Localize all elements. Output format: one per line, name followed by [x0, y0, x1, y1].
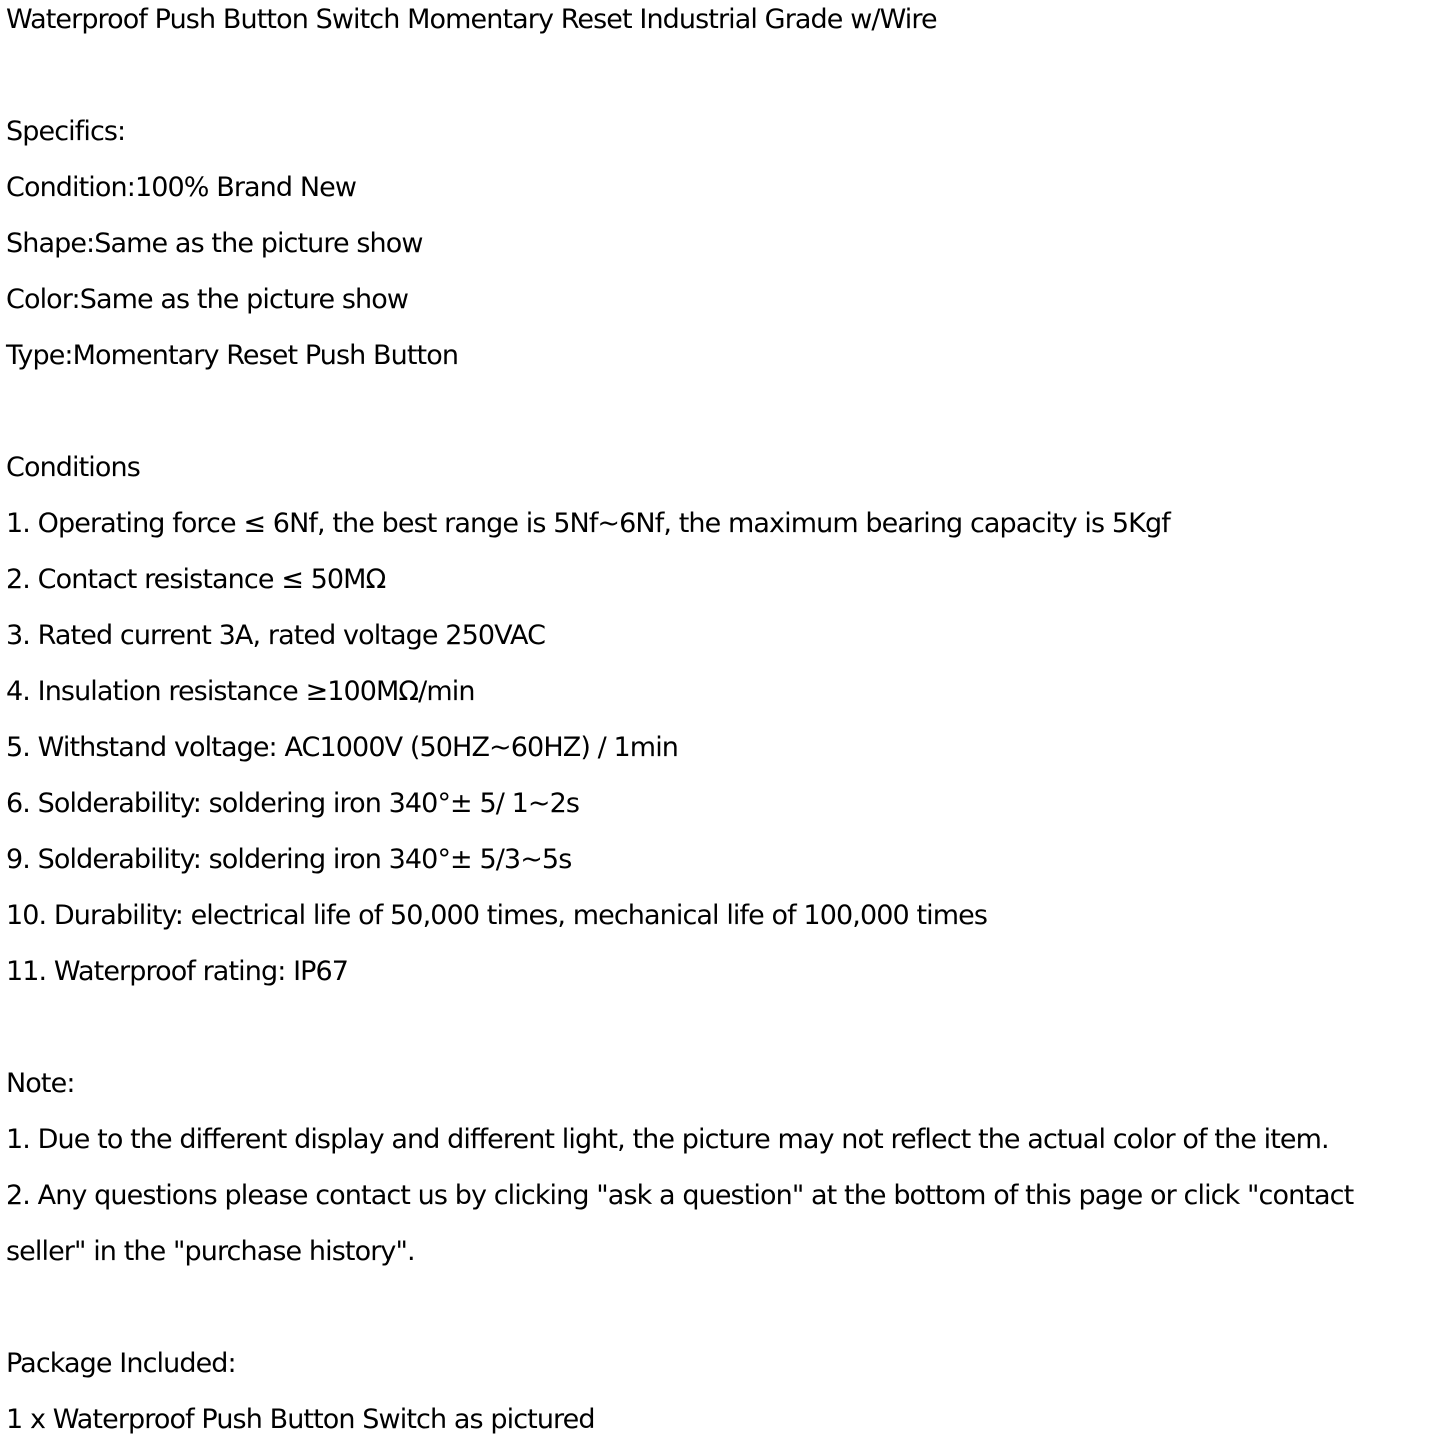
condition-item: 6. Solderability: soldering iron 340°± 5/ 1~2s — [6, 788, 580, 819]
condition-item: 4. Insulation resistance ≥100MΩ/min — [6, 676, 475, 707]
condition-item: 11. Waterproof rating: IP67 — [6, 956, 349, 987]
spacer — [6, 1280, 1436, 1336]
note-heading: Note: — [6, 1068, 75, 1099]
specifics-heading: Specifics: — [6, 116, 126, 147]
condition-item: 3. Rated current 3A, rated voltage 250VAC — [6, 620, 546, 651]
condition-item: 1. Operating force ≤ 6Nf, the best range is 5Nf~6Nf, the maximum bearing capacity is 5Kgf — [6, 508, 1170, 539]
conditions-heading: Conditions — [6, 452, 140, 483]
spec-condition: Condition:100% Brand New — [6, 172, 357, 203]
note-item: 2. Any questions please contact us by clicking "ask a question" at the bottom of this page or click "contact seller" in the "purchase history". — [6, 1180, 1354, 1267]
spec-type: Type:Momentary Reset Push Button — [6, 340, 459, 371]
spacer — [6, 48, 1436, 104]
condition-item: 5. Withstand voltage: AC1000V (50HZ~60HZ) / 1min — [6, 732, 679, 763]
package-item: 1 x Waterproof Push Button Switch as pictured — [6, 1404, 595, 1435]
spacer — [6, 1000, 1436, 1056]
spacer — [6, 384, 1436, 440]
condition-item: 10. Durability: electrical life of 50,000 times, mechanical life of 100,000 times — [6, 900, 988, 931]
product-description — [6, 0, 1436, 1448]
spec-color: Color:Same as the picture show — [6, 284, 409, 315]
condition-item: 9. Solderability: soldering iron 340°± 5/3~5s — [6, 844, 572, 875]
spec-shape: Shape:Same as the picture show — [6, 228, 423, 259]
product-title: Waterproof Push Button Switch Momentary Reset Industrial Grade w/Wire — [6, 4, 937, 35]
note-item: 1. Due to the different display and different light, the picture may not reflect the actual color of the item. — [6, 1124, 1329, 1155]
condition-item: 2. Contact resistance ≤ 50MΩ — [6, 564, 386, 595]
package-heading: Package Included: — [6, 1348, 236, 1379]
